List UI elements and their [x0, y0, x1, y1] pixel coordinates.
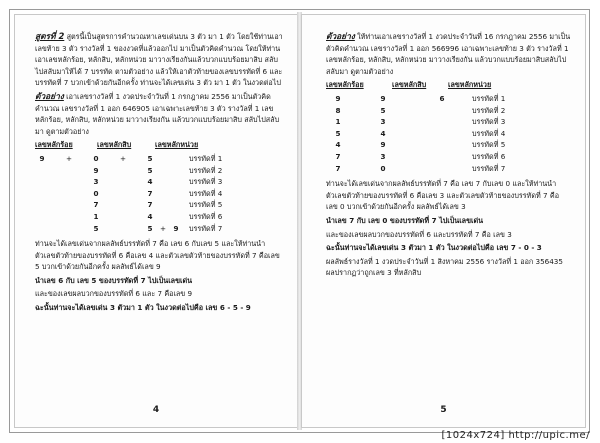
right-page-number: 5 [440, 405, 447, 415]
right-cell-hundreds: 5 [335, 128, 341, 138]
image-watermark: [1024x724] http://upic.me/ [441, 430, 590, 441]
right-cell-tens: 4 [380, 128, 386, 138]
left-table-row [35, 211, 283, 223]
left-page-number: 4 [152, 405, 160, 415]
left-cell-units: 7 [147, 200, 153, 210]
right-para-3: และของเลขผลบวกของบรรทัดที่ 6 และบรรทัดที่ 7 คือ เลข 3 [326, 229, 512, 239]
left-para-4: ฉะนั้นท่านจะได้เลขเด่น 3 ตัวมา 1 ตัว ในงวดต่อไปคือ เลข 6 - 5 - 9 [35, 303, 251, 313]
left-table-row [35, 176, 283, 188]
right-cell-hundreds: 8 [335, 105, 341, 115]
left-table-row [35, 188, 283, 200]
right-cell-line-label: บรรทัดที่ 3 [472, 117, 506, 127]
left-page [14, 14, 298, 428]
right-cell-hundreds: 1 [335, 117, 341, 127]
left-example-paragraph [35, 91, 283, 137]
left-heading: สูตรที่ 2 [35, 31, 65, 41]
right-table-row [326, 128, 571, 140]
left-cell-op2: + [119, 153, 127, 163]
right-cell-hundreds: 7 [335, 151, 341, 161]
right-calc-table [326, 93, 571, 174]
left-header-hundreds: เลขหลักร้อย [35, 140, 73, 150]
left-cell-tens: 0 [93, 153, 99, 163]
right-table-header [326, 79, 571, 91]
right-cell-line-label: บรรทัดที่ 6 [472, 151, 506, 161]
left-cell-op1: + [65, 153, 73, 163]
right-cell-line-label: บรรทัดที่ 5 [472, 140, 506, 150]
right-para-5: ผลลัพธ์รางวัลที่ 1 งวดประจำวันที่ 1 สิงหาคม 2556 รางวัลที่ 1 ออก 356435 ผลปรากฏว่าถูกเลข 3 ที่หลักสิบ [326, 256, 563, 278]
right-para-2: นำเลข 7 กับ เลข 0 ของบรรทัดที่ 7 ไปเป็นเลขเด่น [326, 215, 484, 225]
left-cell-sum: 9 [173, 223, 179, 233]
right-cell-line-label: บรรทัดที่ 4 [472, 128, 506, 138]
left-header-units: เลขหลักหน่วย [155, 140, 199, 150]
right-table-row [326, 163, 571, 175]
right-cell-tens: 5 [380, 105, 386, 115]
right-para-1: ท่านจะได้เลขเด่นจากผลลัพธ์บรรทัดที่ 7 คือ เลข 7 กับเลข 0 และให้ท่านนำตัวเลขตัวท้ายของบรรทัดที่ 6 คือเลข 3 และตัวเลขตัวท้ายของบรรทัดที่ 7 คือ เลข 0 บวกเข้าด้วยกันอีกครั้ง ผลลัพธ์ได้เลข 3 [326, 179, 560, 212]
right-cell-tens: 9 [380, 140, 386, 150]
left-cell-units: 5 [147, 153, 153, 163]
left-intro-text: สูตรนี้เป็นสูตรการคำนวณหาเลขเด่นบน 3 ตัว มา 1 ตัว โดยใช้ท่านเอาเลขท้าย 3 ตัว รางวัลที่ 1 ของงวดที่แล้วออกไป มาเป็นตัวคิดคำนวณ โดยให้ท่านเอาเลขหลักร้อย, หลักสิบ, หลักหน่วย มาวางเรียงกันแล้วบวกแบบร้อยมาสิบ สลับไปสลับมาให้ได้ 7 บรรทัด ตามตัวอย่าง แล้วให้เอาตัวท้ายของเลขบรรทัดที่ 6 และบรรทัดที่ 7 บวกเข้าด้วยกันอีกครั้ง ท่านจะได้เลขเด่น 3 ตัว มา 1 ตัว ในงวดต่อไป [35, 32, 283, 88]
right-header-hundreds: เลขหลักร้อย [326, 80, 364, 90]
left-cell-units: 7 [147, 188, 153, 198]
left-table-header [35, 139, 283, 151]
right-cell-hundreds: 4 [335, 140, 341, 150]
left-header-tens: เลขหลักสิบ [97, 140, 132, 150]
left-calc-table [35, 153, 283, 234]
left-table-row [35, 199, 283, 211]
left-cell-tens: 1 [93, 211, 99, 221]
right-example-paragraph [326, 31, 571, 77]
left-table-row [35, 165, 283, 177]
left-cell-line-label: บรรทัดที่ 3 [189, 177, 223, 187]
left-cell-tens: 3 [93, 177, 99, 187]
left-cell-line-label: บรรทัดที่ 7 [189, 223, 223, 233]
right-cell-line-label: บรรทัดที่ 2 [472, 105, 506, 115]
left-cell-tens: 5 [93, 223, 99, 233]
right-example-label: ตัวอย่าง [326, 31, 355, 41]
left-cell-line-label: บรรทัดที่ 2 [189, 165, 223, 175]
left-cell-tens: 7 [93, 200, 99, 210]
right-para-4: ฉะนั้นท่านจะได้เลขเด่น 3 ตัวมา 1 ตัว ในงวดต่อไปคือ เลข 7 - 0 - 3 [326, 243, 542, 253]
left-cell-line-label: บรรทัดที่ 5 [189, 200, 223, 210]
left-example-label: ตัวอย่าง [35, 90, 64, 101]
right-cell-tens: 3 [380, 151, 386, 161]
left-cell-units: 4 [147, 211, 153, 221]
left-intro-paragraph [35, 31, 283, 89]
right-cell-tens: 9 [380, 93, 386, 103]
right-cell-hundreds: 9 [335, 93, 341, 103]
right-table-row [326, 105, 571, 117]
left-example-text: เอาเลขรางวัลที่ 1 งวดประจำวันที่ 1 กรกฎาคม 2556 มาเป็นตัวคิดคำนวณ เลขรางวัลที่ 1 ออก 646905 เอาเฉพาะเลขท้าย 3 ตัว รางวัลที่ 1 เลขหลักร้อย, หลักสิบ, หลักหน่วย มาวางเรียงกัน แล้วบวกแบบร้อยมาสิบ สลับไปสลับมา ดูตามตัวอย่าง [35, 91, 280, 136]
right-cell-line-label: บรรทัดที่ 7 [472, 163, 506, 173]
left-cell-units: 5 [147, 223, 153, 233]
left-para-3: และของเลขผลบวกของบรรทัดที่ 6 และ 7 คือเลข 9 [35, 289, 193, 299]
right-table-row [326, 93, 571, 105]
left-cell-units: 4 [147, 177, 153, 187]
right-page-content [326, 31, 571, 281]
left-cell-hundreds: 9 [39, 153, 45, 163]
left-cell-op3: + [159, 223, 167, 233]
right-cell-units: 6 [439, 93, 445, 103]
right-header-units: เลขหลักหน่วย [448, 80, 492, 90]
right-table-row [326, 139, 571, 151]
left-cell-line-label: บรรทัดที่ 4 [189, 188, 223, 198]
left-para-2: นำเลข 6 กับ เลข 5 ของบรรทัดที่ 7 ไปเป็นเลขเด่น [35, 275, 193, 285]
left-table-row [35, 223, 283, 235]
left-cell-tens: 0 [93, 188, 99, 198]
left-para-1: ท่านจะได้เลขเด่นจากผลลัพธ์บรรทัดที่ 7 คือ เลข 6 กับเลข 5 และให้ท่านนำตัวเลขตัวท้ายของบรรทัดที่ 6 คือเลข 4 และตัวเลขตัวท้ายของบรรทัดที่ 7 คือเลข 5 บวกเข้าด้วยกันอีกครั้ง ผลลัพธ์ได้เลข 9 [35, 239, 280, 272]
right-table-row [326, 116, 571, 128]
right-cell-tens: 0 [380, 163, 386, 173]
right-example-text: ให้ท่านเอาเลขรางวัลที่ 1 งวดประจำวันที่ 16 กรกฎาคม 2556 มาเป็นตัวคิดคำนวณ เลขรางวัลที่ 1 ออก 566996 เอาเฉพาะเลขท้าย 3 ตัว รางวัลที่ 1 เลขหลักร้อย, หลักสิบ, หลักหน่วย มาวางเรียงกัน แล้วบวกแบบร้อยมาสิบสลับไปสลับมา ดูตามตัวอย่าง [326, 32, 571, 76]
right-page [301, 14, 586, 428]
left-cell-line-label: บรรทัดที่ 1 [189, 153, 223, 163]
left-cell-line-label: บรรทัดที่ 6 [189, 211, 223, 221]
left-page-content [35, 31, 283, 316]
right-table-row [326, 151, 571, 163]
left-table-row [35, 153, 283, 165]
right-cell-line-label: บรรทัดที่ 1 [472, 93, 506, 103]
right-cell-tens: 3 [380, 117, 386, 127]
left-cell-tens: 9 [93, 165, 99, 175]
right-cell-hundreds: 7 [335, 163, 341, 173]
left-cell-units: 5 [147, 165, 153, 175]
right-header-tens: เลขหลักสิบ [392, 80, 427, 90]
